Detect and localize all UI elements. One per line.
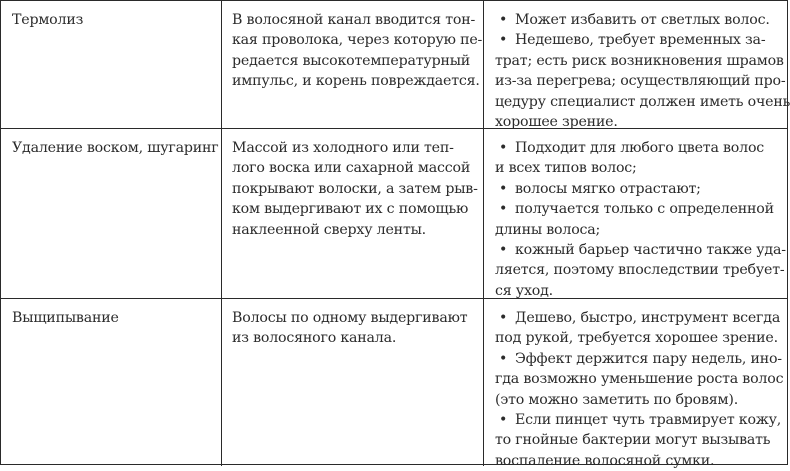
feature-line: воспаление волосяной сумки. <box>495 452 715 469</box>
feature-line: • Если пинцет чуть травмирует кожу, <box>495 410 781 430</box>
method-cell <box>1 299 222 466</box>
method-name: Удаление воском, шугаринг <box>12 140 219 156</box>
description-line: редается высокотемпературный <box>232 52 471 69</box>
feature-line: ляется, поэтому впоследствии требует- <box>495 262 785 279</box>
description-line: импульс, и корень повреждается. <box>232 73 480 90</box>
feature-line: (это можно заметить по бровям). <box>495 391 739 408</box>
method-cell <box>1 1 222 128</box>
feature-line: из-за перегрева; осуществляющий про- <box>495 73 786 90</box>
description-line: Массой из холодного или теп- <box>232 140 454 156</box>
bullet-icon: • <box>499 32 508 49</box>
features-cell <box>484 1 790 131</box>
bullet-icon: • <box>499 180 508 197</box>
feature-line: ся уход. <box>495 282 553 299</box>
feature-line: трат; есть риск возникновения шрамов <box>495 52 784 69</box>
bullet-icon: • <box>499 201 508 218</box>
feature-line: и всех типов волос; <box>495 160 637 177</box>
table-row-thermolysis <box>1 1 790 131</box>
feature-line: гда возможно уменьшение роста волос <box>495 371 784 388</box>
bullet-icon: • <box>499 350 508 367</box>
feature-line: • Недешево, требует временных за- <box>495 30 781 50</box>
feature-line: под рукой, требуется хорошее зрение. <box>495 330 778 347</box>
features-cell <box>484 129 787 298</box>
feature-line: • Подходит для любого цвета волос <box>495 138 781 158</box>
feature-line: • получается только с определенной <box>495 199 781 219</box>
table-row-plucking <box>1 299 787 469</box>
feature-line: длины волоса; <box>495 221 601 238</box>
feature-line: • Эффект держится пару недель, ино- <box>495 349 781 369</box>
feature-line: • Может избавить от светлых волос. <box>495 10 781 30</box>
feature-line: • волосы мягко отрастают; <box>495 179 781 199</box>
description-line: из волосяного канала. <box>232 330 397 347</box>
method-cell <box>1 129 222 298</box>
description-line: кая проволока, через которую пе- <box>232 32 483 49</box>
description-line: наклеенной сверху ленты. <box>232 221 426 238</box>
bullet-icon: • <box>499 412 508 429</box>
table-row-waxing <box>1 129 787 299</box>
description-cell <box>222 299 484 466</box>
bullet-icon: • <box>499 242 508 259</box>
feature-line: • кожный барьер частично также уда- <box>495 240 781 260</box>
description-line: ком выдергивают их с помощью <box>232 201 469 218</box>
features-cell <box>484 299 787 469</box>
feature-line: • Дешево, быстро, инструмент всегда <box>495 308 781 328</box>
bullet-icon: • <box>499 12 508 28</box>
description-line: лого воска или сахарной массой <box>232 160 471 177</box>
bullet-icon: • <box>499 310 508 326</box>
description-line: В волосяной канал вводится тон- <box>232 12 476 28</box>
method-name: Выщипывание <box>12 310 119 326</box>
description-line: Волосы по одному выдергивают <box>232 310 468 326</box>
bullet-icon: • <box>499 140 508 156</box>
description-cell <box>222 1 484 128</box>
description-line: покрывают волоски, а затем рыв- <box>232 180 478 197</box>
method-name: Термолиз <box>12 12 84 28</box>
feature-line: то гнойные бактерии могут вызывать <box>495 432 771 449</box>
feature-line: цедуру специалист должен иметь очень <box>495 93 790 110</box>
description-cell <box>222 129 484 298</box>
feature-line: хорошее зрение. <box>495 114 618 131</box>
